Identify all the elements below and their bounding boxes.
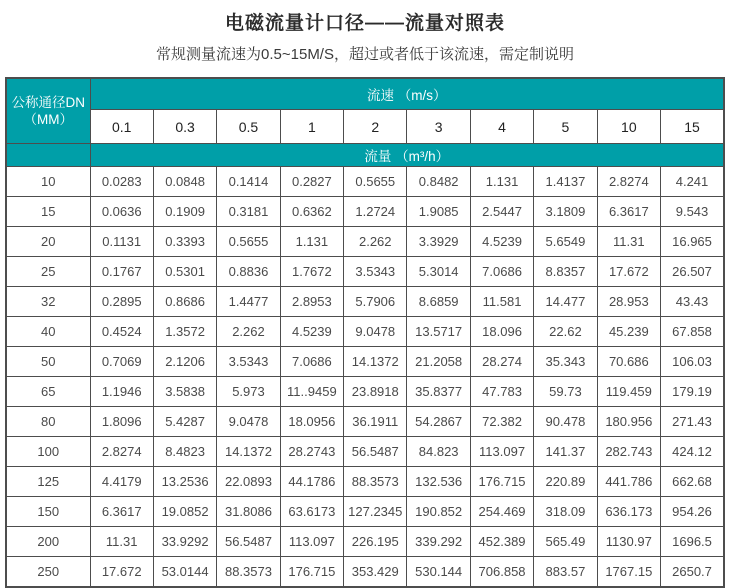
flow-cell: 271.43 — [661, 407, 724, 437]
flow-cell: 72.382 — [470, 407, 533, 437]
flow-cell: 0.1414 — [217, 167, 280, 197]
dn-cell: 125 — [6, 467, 90, 497]
flow-cell: 3.5343 — [344, 257, 407, 287]
velocity-values-row — [6, 110, 724, 144]
flow-cell: 2.262 — [344, 227, 407, 257]
flow-cell: 339.292 — [407, 527, 470, 557]
flow-cell: 1.2724 — [344, 197, 407, 227]
flow-cell: 9.543 — [661, 197, 724, 227]
flow-cell: 13.5717 — [407, 317, 470, 347]
flow-cell: 4.241 — [661, 167, 724, 197]
table-row — [6, 347, 724, 377]
flow-cell: 1.4137 — [534, 167, 597, 197]
flow-cell: 22.0893 — [217, 467, 280, 497]
flow-cell: 8.6859 — [407, 287, 470, 317]
velocity-value-cell: 0.5 — [217, 110, 280, 144]
flow-cell: 0.3181 — [217, 197, 280, 227]
flow-cell: 954.26 — [661, 497, 724, 527]
flow-cell: 441.786 — [597, 467, 660, 497]
corner-header-line2: （MM） — [23, 112, 73, 127]
flow-cell: 17.672 — [90, 557, 153, 588]
flow-cell: 1.3572 — [153, 317, 216, 347]
flow-cell: 179.19 — [661, 377, 724, 407]
flow-cell: 28.2743 — [280, 437, 343, 467]
flow-cell: 141.37 — [534, 437, 597, 467]
flow-cell: 1.7672 — [280, 257, 343, 287]
flow-cell: 88.3573 — [217, 557, 280, 588]
flow-cell: 0.7069 — [90, 347, 153, 377]
flow-cell: 0.8686 — [153, 287, 216, 317]
flow-cell: 11.31 — [597, 227, 660, 257]
flow-cell: 84.823 — [407, 437, 470, 467]
flow-cell: 353.429 — [344, 557, 407, 588]
flow-cell: 0.4524 — [90, 317, 153, 347]
flow-cell: 220.89 — [534, 467, 597, 497]
flow-cell: 0.2827 — [280, 167, 343, 197]
dn-cell: 50 — [6, 347, 90, 377]
flow-cell: 16.965 — [661, 227, 724, 257]
velocity-value-cell: 3 — [407, 110, 470, 144]
flow-cell: 26.507 — [661, 257, 724, 287]
flow-cell: 28.953 — [597, 287, 660, 317]
velocity-value-cell: 10 — [597, 110, 660, 144]
flow-cell: 22.62 — [534, 317, 597, 347]
flow-header-cell: 流量 （m³/h） — [90, 144, 724, 167]
dn-cell: 40 — [6, 317, 90, 347]
dn-cell: 25 — [6, 257, 90, 287]
flow-cell: 4.4179 — [90, 467, 153, 497]
table-row — [6, 287, 724, 317]
flow-cell: 180.956 — [597, 407, 660, 437]
dn-cell: 65 — [6, 377, 90, 407]
flow-cell: 19.0852 — [153, 497, 216, 527]
flow-cell: 47.783 — [470, 377, 533, 407]
flow-cell: 59.73 — [534, 377, 597, 407]
flow-cell: 106.03 — [661, 347, 724, 377]
flow-cell: 0.0283 — [90, 167, 153, 197]
velocity-value-cell: 2 — [344, 110, 407, 144]
flow-cell: 23.8918 — [344, 377, 407, 407]
flow-cell: 8.4823 — [153, 437, 216, 467]
flow-cell: 127.2345 — [344, 497, 407, 527]
dn-cell: 250 — [6, 557, 90, 588]
corner-header-line1: 公称通径DN — [11, 95, 85, 110]
table-row — [6, 197, 724, 227]
flow-cell: 282.743 — [597, 437, 660, 467]
dn-cell: 200 — [6, 527, 90, 557]
flow-cell: 5.3014 — [407, 257, 470, 287]
flow-cell: 35.8377 — [407, 377, 470, 407]
flow-cell: 21.2058 — [407, 347, 470, 377]
table-row — [6, 227, 724, 257]
flow-cell: 176.715 — [470, 467, 533, 497]
velocity-value-cell: 15 — [661, 110, 724, 144]
flow-cell: 3.1809 — [534, 197, 597, 227]
flow-cell: 5.973 — [217, 377, 280, 407]
flow-cell: 0.3393 — [153, 227, 216, 257]
flow-cell: 0.8482 — [407, 167, 470, 197]
flow-cell: 11.31 — [90, 527, 153, 557]
table-row — [6, 377, 724, 407]
flow-cell: 13.2536 — [153, 467, 216, 497]
flow-cell: 452.389 — [470, 527, 533, 557]
dn-cell: 20 — [6, 227, 90, 257]
table-row — [6, 467, 724, 497]
flow-cell: 0.5301 — [153, 257, 216, 287]
flow-cell: 530.144 — [407, 557, 470, 588]
flow-cell: 2.1206 — [153, 347, 216, 377]
velocity-value-cell: 4 — [470, 110, 533, 144]
flow-cell: 176.715 — [280, 557, 343, 588]
flow-cell: 3.5838 — [153, 377, 216, 407]
flow-cell: 2.5447 — [470, 197, 533, 227]
dn-cell: 10 — [6, 167, 90, 197]
flow-cell: 2.262 — [217, 317, 280, 347]
flow-cell: 28.274 — [470, 347, 533, 377]
flow-cell: 9.0478 — [344, 317, 407, 347]
flow-cell: 67.858 — [661, 317, 724, 347]
table-row — [6, 257, 724, 287]
flow-cell: 3.5343 — [217, 347, 280, 377]
flow-cell: 5.4287 — [153, 407, 216, 437]
flow-cell: 36.1911 — [344, 407, 407, 437]
flow-cell: 318.09 — [534, 497, 597, 527]
flow-cell: 56.5487 — [217, 527, 280, 557]
flow-cell: 113.097 — [280, 527, 343, 557]
flow-cell: 0.6362 — [280, 197, 343, 227]
flow-cell: 44.1786 — [280, 467, 343, 497]
flow-cell: 18.096 — [470, 317, 533, 347]
flow-cell: 70.686 — [597, 347, 660, 377]
flow-cell: 4.5239 — [280, 317, 343, 347]
flow-cell: 1130.97 — [597, 527, 660, 557]
table-row — [6, 167, 724, 197]
flow-cell: 706.858 — [470, 557, 533, 588]
flow-cell: 1.4477 — [217, 287, 280, 317]
flow-cell: 8.8357 — [534, 257, 597, 287]
flow-cell: 0.0848 — [153, 167, 216, 197]
flow-cell: 113.097 — [470, 437, 533, 467]
flow-cell: 5.7906 — [344, 287, 407, 317]
flow-cell: 90.478 — [534, 407, 597, 437]
flow-cell: 6.3617 — [90, 497, 153, 527]
velocity-value-cell: 1 — [280, 110, 343, 144]
flow-cell: 33.9292 — [153, 527, 216, 557]
flow-cell: 254.469 — [470, 497, 533, 527]
flow-cell: 119.459 — [597, 377, 660, 407]
flow-cell: 424.12 — [661, 437, 724, 467]
flow-band-empty-cell — [6, 144, 90, 167]
flow-cell: 17.672 — [597, 257, 660, 287]
flow-cell: 1.9085 — [407, 197, 470, 227]
table-head — [6, 78, 724, 167]
flow-cell: 190.852 — [407, 497, 470, 527]
table-row — [6, 437, 724, 467]
table-row — [6, 527, 724, 557]
flow-cell: 18.0956 — [280, 407, 343, 437]
flow-cell: 11..9459 — [280, 377, 343, 407]
flow-cell: 1.8096 — [90, 407, 153, 437]
flow-cell: 2.8274 — [597, 167, 660, 197]
flow-cell: 0.1909 — [153, 197, 216, 227]
flow-cell: 14.477 — [534, 287, 597, 317]
flow-cell: 1.131 — [470, 167, 533, 197]
flow-cell: 56.5487 — [344, 437, 407, 467]
flow-cell: 662.68 — [661, 467, 724, 497]
flow-cell: 14.1372 — [344, 347, 407, 377]
flow-cell: 53.0144 — [153, 557, 216, 588]
flow-cell: 11.581 — [470, 287, 533, 317]
table-body — [6, 167, 724, 588]
flow-cell: 132.536 — [407, 467, 470, 497]
table-row — [6, 497, 724, 527]
flow-cell: 0.1131 — [90, 227, 153, 257]
flow-cell: 7.0686 — [470, 257, 533, 287]
flow-cell: 14.1372 — [217, 437, 280, 467]
flow-cell: 2650.7 — [661, 557, 724, 588]
flow-cell: 63.6173 — [280, 497, 343, 527]
table-row — [6, 557, 724, 588]
table-row — [6, 407, 724, 437]
flow-cell: 2.8953 — [280, 287, 343, 317]
flow-cell: 43.43 — [661, 287, 724, 317]
flow-cell: 0.2895 — [90, 287, 153, 317]
velocity-header-cell: 流速 （m/s） — [90, 78, 724, 110]
flow-cell: 1767.15 — [597, 557, 660, 588]
flow-cell: 883.57 — [534, 557, 597, 588]
flow-band-row — [6, 144, 724, 167]
flow-cell: 6.3617 — [597, 197, 660, 227]
flow-cell: 0.8836 — [217, 257, 280, 287]
flow-cell: 226.195 — [344, 527, 407, 557]
flow-cell: 54.2867 — [407, 407, 470, 437]
velocity-value-cell: 5 — [534, 110, 597, 144]
flow-cell: 4.5239 — [470, 227, 533, 257]
page-subtitle: 常规测量流速为0.5~15M/S，超过或者低于该流速，需定制说明 — [156, 46, 574, 63]
flow-cell: 3.3929 — [407, 227, 470, 257]
flow-comparison-table — [5, 77, 725, 588]
velocity-value-cell: 0.3 — [153, 110, 216, 144]
dn-cell: 150 — [6, 497, 90, 527]
flow-cell: 0.0636 — [90, 197, 153, 227]
corner-header-cell — [6, 78, 90, 144]
flow-cell: 636.173 — [597, 497, 660, 527]
flow-cell: 565.49 — [534, 527, 597, 557]
flow-cell: 88.3573 — [344, 467, 407, 497]
flow-cell: 0.5655 — [217, 227, 280, 257]
dn-cell: 100 — [6, 437, 90, 467]
flow-cell: 0.5655 — [344, 167, 407, 197]
flow-cell: 35.343 — [534, 347, 597, 377]
flow-cell: 31.8086 — [217, 497, 280, 527]
dn-cell: 80 — [6, 407, 90, 437]
flow-cell: 0.1767 — [90, 257, 153, 287]
table-row — [6, 317, 724, 347]
velocity-value-cell: 0.1 — [90, 110, 153, 144]
flow-cell: 45.239 — [597, 317, 660, 347]
dn-cell: 15 — [6, 197, 90, 227]
flow-cell: 7.0686 — [280, 347, 343, 377]
flow-cell: 5.6549 — [534, 227, 597, 257]
flow-cell: 1.131 — [280, 227, 343, 257]
dn-cell: 32 — [6, 287, 90, 317]
flow-cell: 1696.5 — [661, 527, 724, 557]
page-title: 电磁流量计口径——流量对照表 — [224, 13, 505, 34]
flow-cell: 9.0478 — [217, 407, 280, 437]
flow-cell: 1.1946 — [90, 377, 153, 407]
velocity-band-row — [6, 78, 724, 110]
flow-cell: 2.8274 — [90, 437, 153, 467]
